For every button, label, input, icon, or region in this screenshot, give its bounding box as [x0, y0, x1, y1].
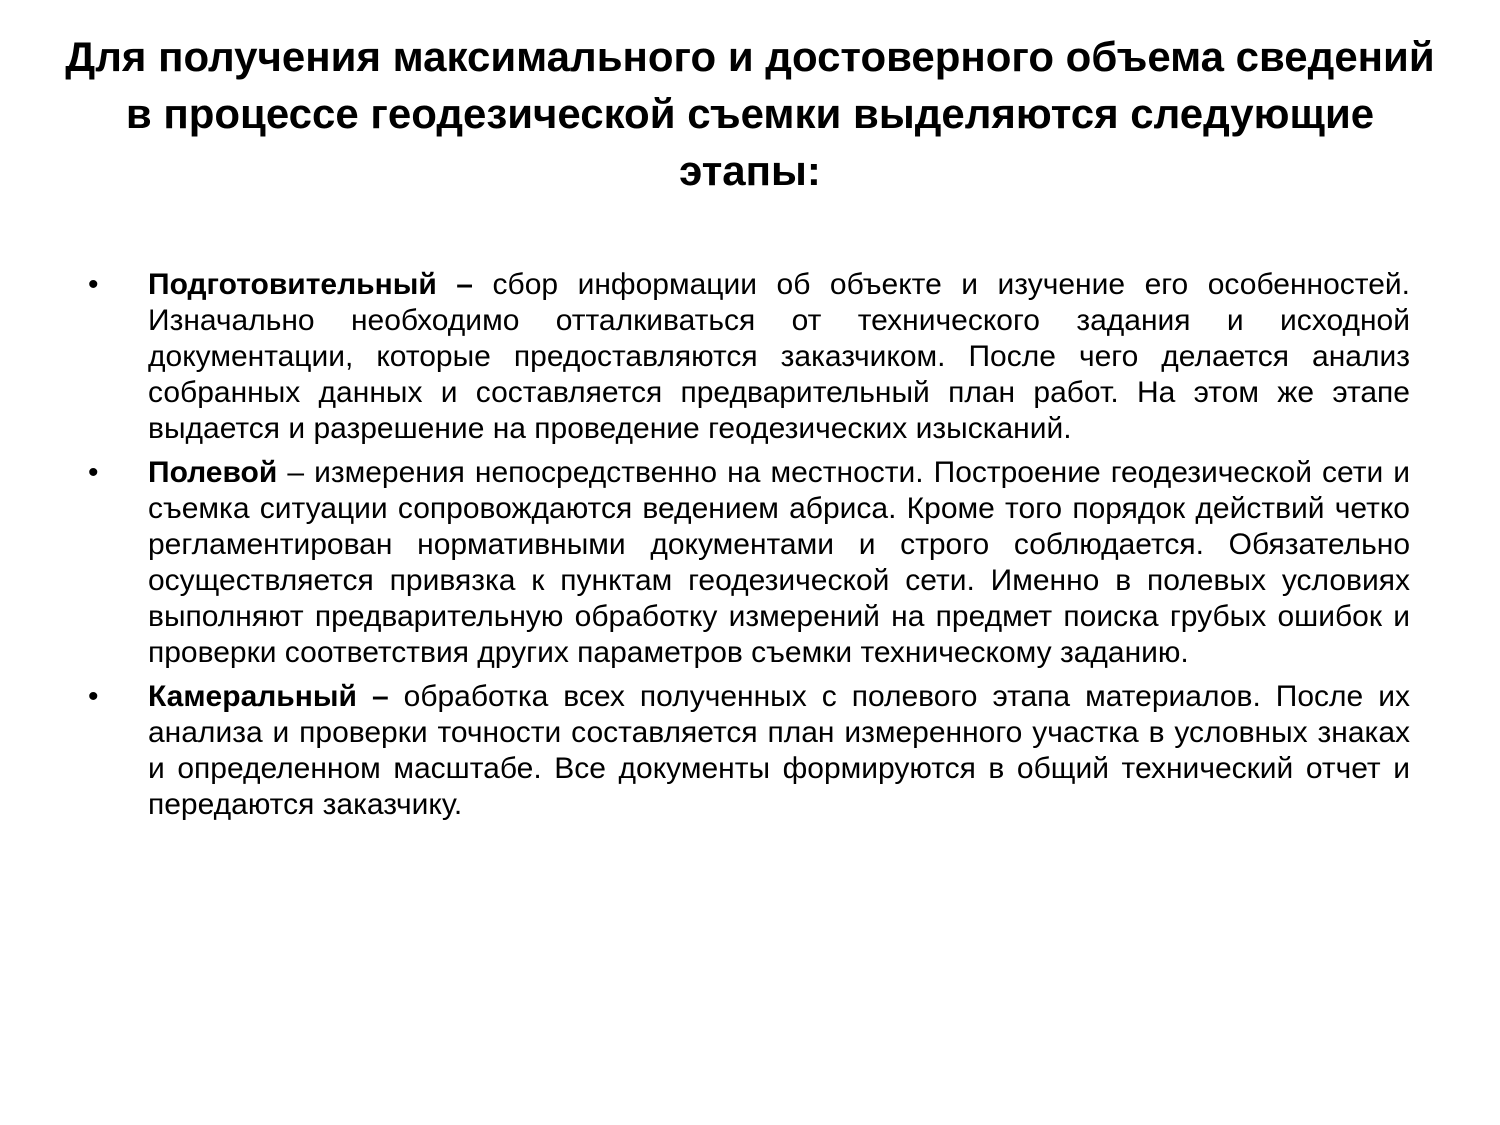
list-item-preparatory: [88, 267, 1410, 447]
stage-separator: –: [277, 456, 315, 489]
list-item-field: [88, 455, 1410, 671]
stage-description: сбор информации об объекте и изучение его особенностей. Изначально необходимо отталкиваться от технического задания и исходной документации, которые предоставляются заказчиком. После чего делается анализ собранных данных и составляется предварительный план работ. На этом же этапе выдается и разрешение на проведение геодезических изысканий.: [148, 268, 1410, 445]
bullet-marker: •: [88, 268, 99, 301]
stages-list: [88, 267, 1410, 831]
bullet-marker: •: [88, 680, 99, 713]
bullet-marker: •: [88, 456, 99, 489]
stage-term: Полевой: [148, 456, 278, 489]
stage-description: измерения непосредственно на местности. Построение геодезической сети и съемка ситуации сопровождаются ведением абриса. Кроме того порядок действий четко регламентирован нормативными документами и строго соблюдается. Обязательно осуществляется привязка к пунктам геодезической сети. Именно в полевых условиях выполняют предварительную обработку измерений на предмет поиска грубых ошибок и проверки соответствия других параметров съемки техническому заданию.: [148, 456, 1410, 669]
list-item-office: [88, 679, 1410, 823]
stage-description: обработка всех полученных с полевого этапа материалов. После их анализа и проверки точности составляется план измеренного участка в условных знаках и определенном масштабе. Все документы формируются в общий технический отчет и передаются заказчику.: [148, 680, 1410, 821]
stage-term: Подготовительный –: [148, 268, 473, 301]
stage-term: Камеральный –: [148, 680, 389, 713]
slide-title: Для получения максимального и достоверного объема сведений в процессе геодезической съемки выделяются следующие этапы:: [65, 33, 1435, 194]
